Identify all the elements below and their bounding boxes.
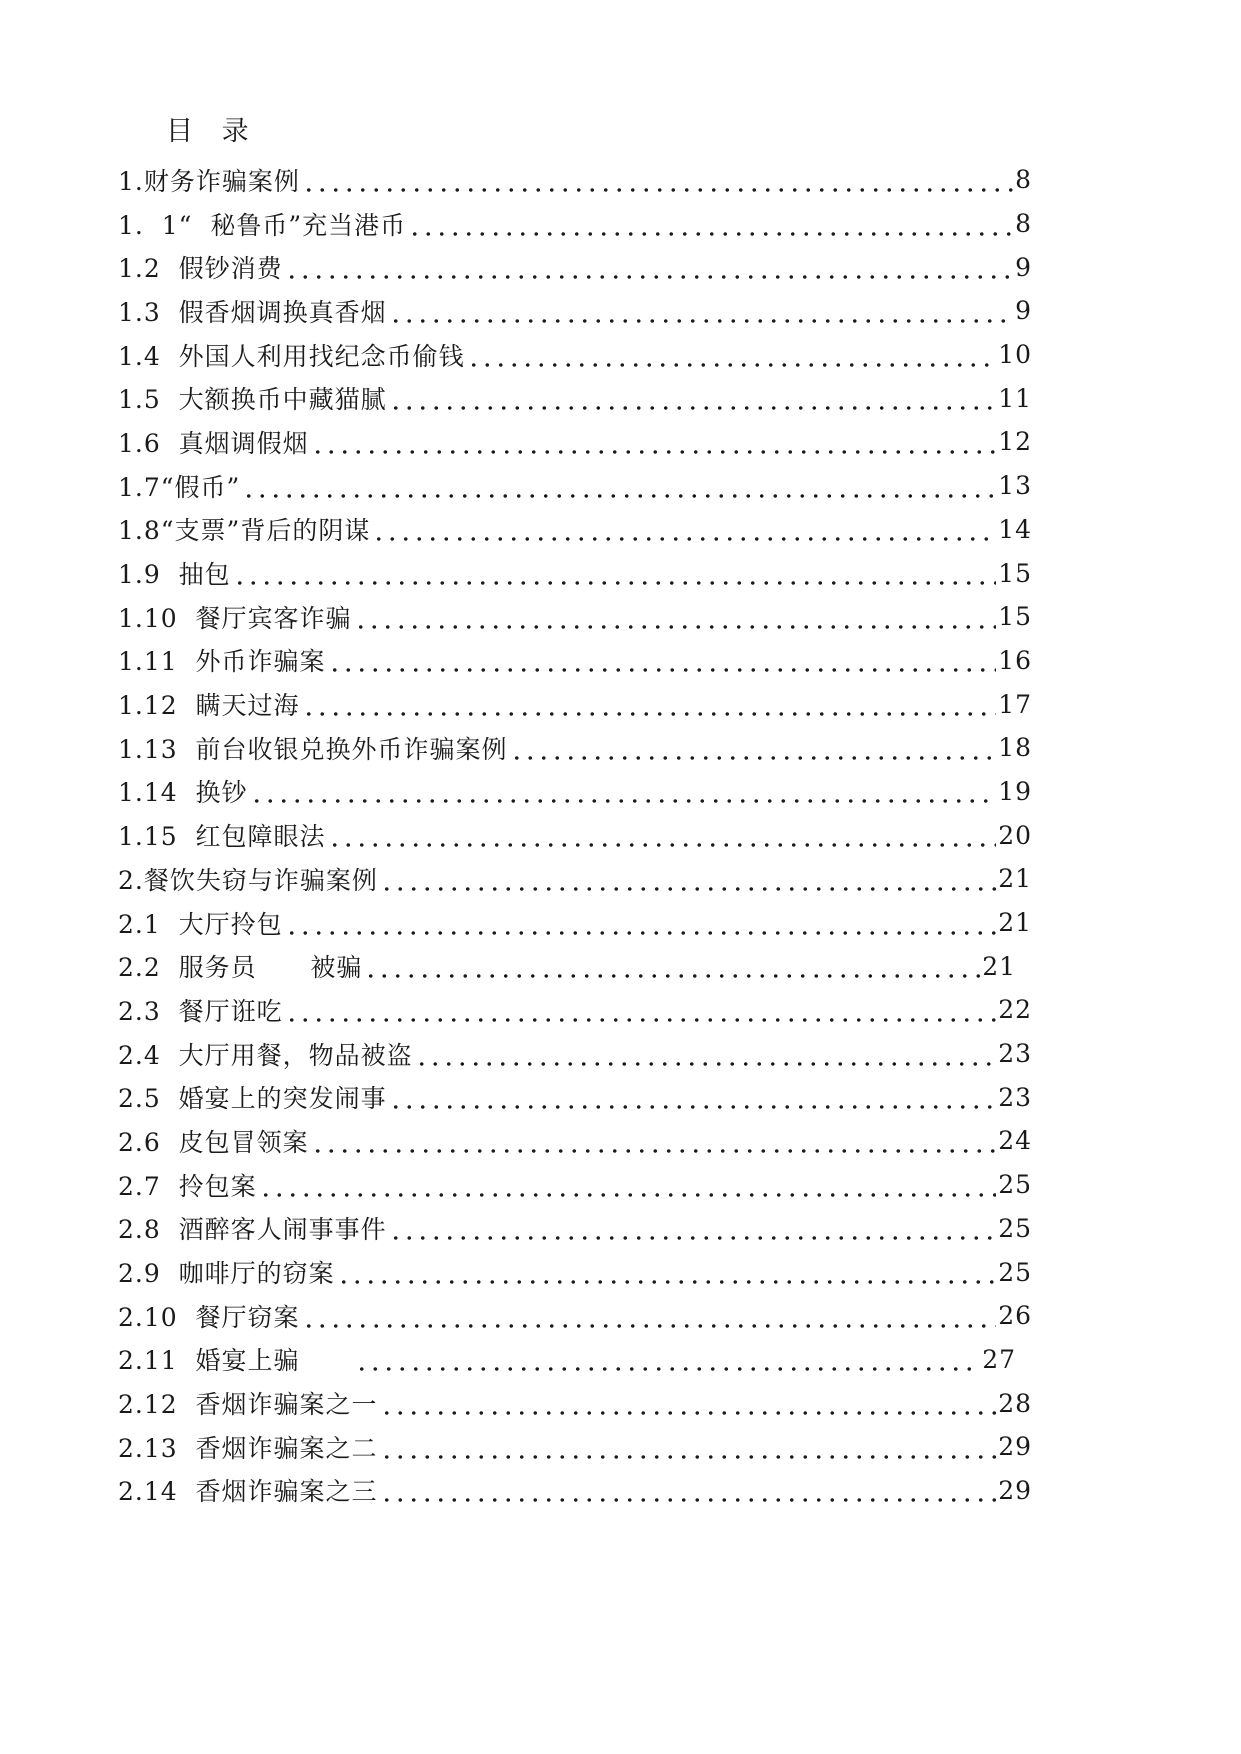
toc-entry[interactable] [118,420,1032,464]
toc-dot-leader [364,953,980,979]
toc-entry-label: 2.10 餐厅窃案 [118,1302,300,1332]
toc-dot-leader [328,647,997,673]
toc-entry-label: 2.8 酒醉客人闹事事件 [118,1215,387,1245]
toc-entry-label: 1.9 抽包 [118,560,231,590]
toc-dot-leader [467,342,997,368]
toc-entry-label: 2.2 服务员 被骗 [118,953,363,983]
toc-entry-page-number: 20 [998,820,1032,850]
toc-entry-page-number: 13 [998,471,1032,501]
toc-dot-leader [285,910,997,936]
toc-dot-leader [259,1172,997,1198]
toc-entry[interactable] [118,988,1032,1032]
toc-entry-page-number: 8 [1015,165,1032,195]
toc-entry[interactable] [118,901,1032,945]
toc-entry-page-number: 25 [998,1170,1032,1200]
toc-dot-leader [389,1215,997,1241]
toc-entry[interactable] [118,551,1032,595]
toc-entry-page-number: 9 [1015,252,1032,282]
toc-entry[interactable] [118,158,1032,202]
toc-entry-label: 1.14 换钞 [118,778,248,808]
toc-entry-label: 1.2 假钞消费 [118,254,283,284]
toc-dot-leader [311,429,997,455]
toc-entry-page-number: 23 [998,1039,1032,1069]
toc-entry[interactable] [118,1207,1032,1251]
toc-entry-label: 1. 1“ 秘鲁币”充当港币 [118,210,407,240]
toc-entry[interactable] [118,289,1032,333]
toc-entry-label: 2.1 大厅拎包 [118,909,283,939]
toc-entry[interactable] [118,726,1032,770]
toc-entry-label: 1.5 大额换币中藏猫腻 [118,385,387,415]
toc-title: 目 录 [166,116,259,147]
toc-entry[interactable] [118,1294,1032,1338]
toc-dot-leader [285,997,997,1023]
toc-entry[interactable] [118,1338,1016,1382]
toc-entry[interactable] [118,813,1032,857]
toc-entry-label: 2.餐饮失窃与诈骗案例 [118,865,378,895]
toc-entry-label: 1.3 假香烟调换真香烟 [118,297,387,327]
toc-entry-page-number: 29 [998,1475,1032,1505]
toc-entry-label: 1.15 红包障眼法 [118,822,326,852]
toc-entry-label: 1.11 外币诈骗案 [118,647,326,677]
toc-entry[interactable] [118,1163,1032,1207]
toc-entry-page-number: 25 [998,1257,1032,1287]
toc-dot-leader [389,1084,997,1110]
toc-entry-page-number: 23 [998,1082,1032,1112]
toc-dot-leader [302,167,1013,193]
toc-entry-page-number: 11 [998,383,1032,413]
toc-entry[interactable] [118,1075,1032,1119]
toc-entry-page-number: 8 [1015,209,1032,239]
toc-entry[interactable] [118,1119,1032,1163]
toc-dot-leader [354,604,997,630]
toc-entry-label: 1.7“假币” [118,472,241,502]
toc-entry-page-number: 19 [998,776,1032,806]
toc-entry-page-number: 29 [998,1432,1032,1462]
toc-entry-label: 2.3 餐厅诳吃 [118,996,283,1026]
toc-dot-leader [380,1434,997,1460]
toc-dot-leader [372,516,996,542]
toc-dot-leader [311,1128,997,1154]
toc-entry-label: 1.12 瞒天过海 [118,691,300,721]
toc-dot-leader [302,691,997,717]
toc-entry-page-number: 22 [998,995,1032,1025]
toc-entry-label: 1.13 前台收银兑换外币诈骗案例 [118,734,508,764]
toc-entry-label: 1.10 餐厅宾客诈骗 [118,603,352,633]
toc-entry[interactable] [118,682,1032,726]
toc-dot-leader [415,1041,997,1067]
toc-entry-label: 2.4 大厅用餐，物品被盗 [118,1040,413,1070]
toc-entry-page-number: 17 [998,689,1032,719]
toc-dot-leader [302,1303,997,1329]
toc-dot-leader [285,254,1013,280]
toc-dot-leader [380,1477,997,1503]
toc-entry-label: 1.财务诈骗案例 [118,166,300,196]
toc-entry-page-number: 28 [998,1388,1032,1418]
toc-entry-label: 1.8“支票”背后的阴谋 [118,516,371,546]
toc-dot-leader [328,822,997,848]
toc-entry-page-number: 25 [998,1213,1032,1243]
toc-dot-leader [380,866,996,892]
toc-dot-leader [380,1390,997,1416]
toc-entry-page-number: 15 [998,558,1032,588]
toc-dot-leader [355,1346,980,1372]
toc-entry[interactable] [118,333,1032,377]
toc-entry-label: 2.14 香烟诈骗案之三 [118,1477,378,1507]
toc-entry[interactable] [118,639,1032,683]
toc-entry[interactable] [118,1250,1032,1294]
toc-entry[interactable] [118,464,1032,508]
toc-dot-leader [242,473,996,499]
toc-dot-leader [250,778,997,804]
toc-entry[interactable] [118,857,1032,901]
toc-entry[interactable] [118,245,1032,289]
toc-entry-page-number: 16 [998,645,1032,675]
toc-entry-page-number: 27 [982,1344,1016,1374]
toc-entry-label: 2.7 拎包案 [118,1171,257,1201]
toc-entry[interactable] [118,1469,1032,1513]
toc-entry-page-number: 9 [1015,296,1032,326]
toc-entry-label: 1.4 外国人利用找纪念币偷钱 [118,341,465,371]
toc-entry-page-number: 26 [998,1301,1032,1331]
toc-entry[interactable] [118,1032,1032,1076]
toc-entry-page-number: 18 [998,733,1032,763]
toc-entry-label: 2.13 香烟诈骗案之二 [118,1433,378,1463]
toc-entry[interactable] [118,202,1032,246]
toc-dot-leader [389,385,997,411]
toc-dot-leader [389,298,1013,324]
toc-entry[interactable] [118,595,1032,639]
toc-entry-page-number: 21 [982,951,1016,981]
toc-entry-label: 2.11 婚宴上骗 [118,1346,354,1376]
toc-dot-leader [233,560,997,586]
toc-entry[interactable] [118,508,1032,552]
toc-entry[interactable] [118,1425,1032,1469]
toc-entry-page-number: 21 [998,864,1032,894]
toc-entry-label: 2.12 香烟诈骗案之一 [118,1390,378,1420]
toc-entry-page-number: 12 [998,427,1032,457]
toc-entry[interactable] [118,944,1016,988]
toc-entry-page-number: 14 [998,514,1032,544]
toc-entry-label: 2.9 咖啡厅的窃案 [118,1259,335,1289]
toc-entry[interactable] [118,376,1032,420]
toc-entry[interactable] [118,1381,1032,1425]
toc-entry-label: 1.6 真烟调假烟 [118,428,309,458]
toc-dot-leader [337,1259,997,1285]
toc-dot-leader [408,211,1013,237]
toc-entry-label: 2.6 皮包冒领案 [118,1127,309,1157]
toc-entry-page-number: 15 [998,602,1032,632]
toc-dot-leader [510,735,997,761]
toc-list [118,158,1032,1512]
toc-entry-label: 2.5 婚宴上的突发闹事 [118,1084,387,1114]
toc-entry-page-number: 24 [998,1126,1032,1156]
toc-entry-page-number: 21 [998,908,1032,938]
toc-entry-page-number: 10 [998,340,1032,370]
toc-entry[interactable] [118,770,1032,814]
